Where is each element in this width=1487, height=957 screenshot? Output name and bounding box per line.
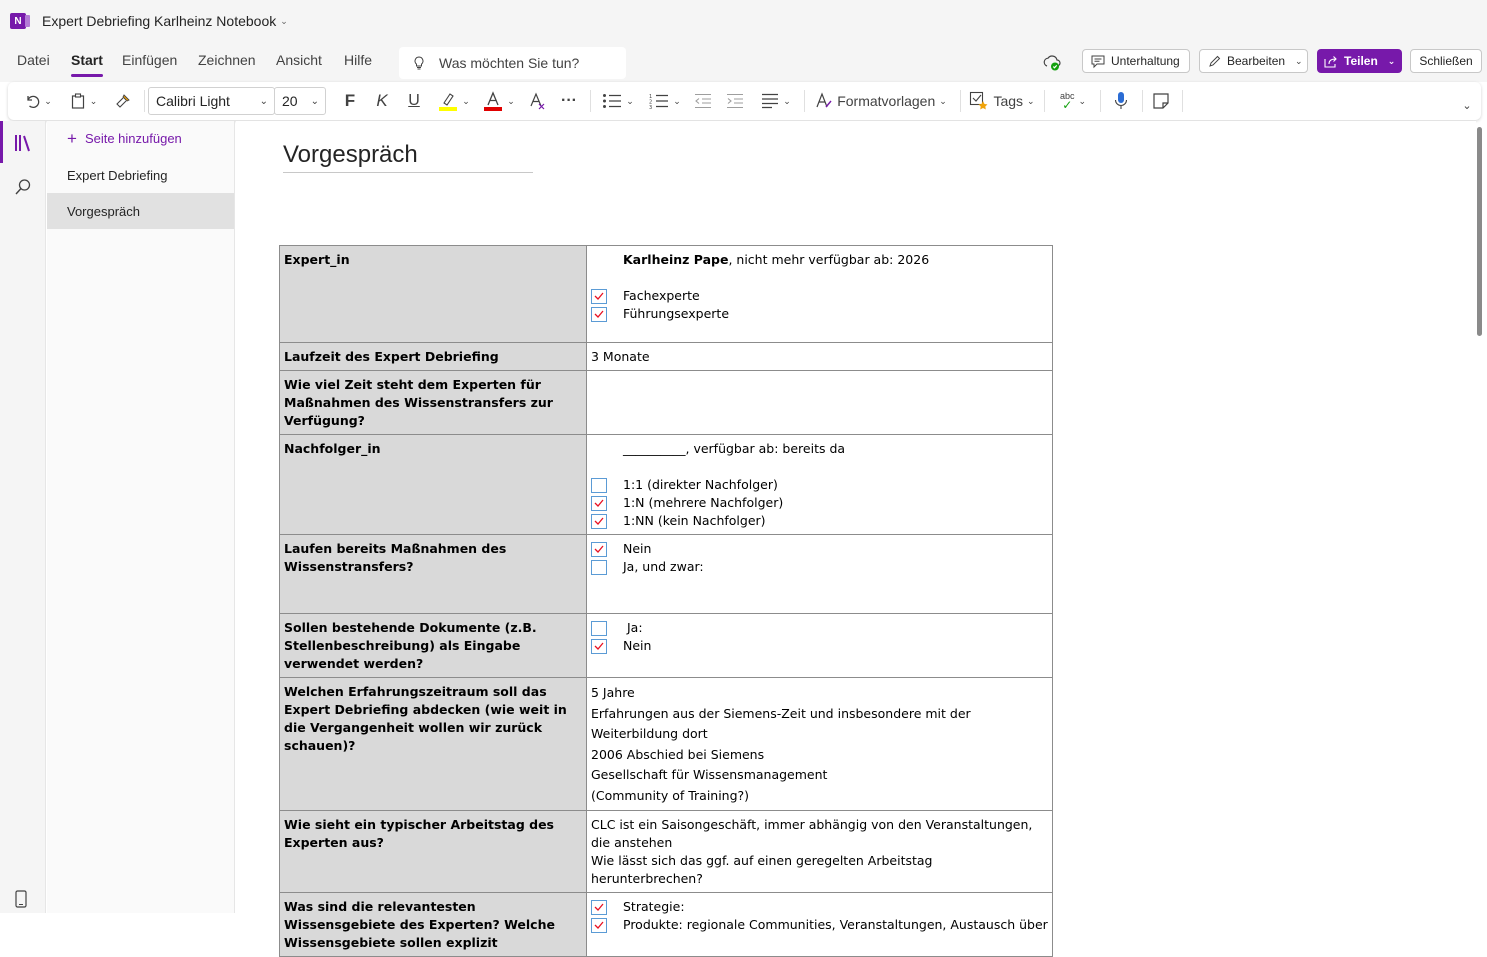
page-title-underline [283, 172, 533, 173]
answer-line: 5 Jahre [591, 685, 635, 700]
vertical-scrollbar[interactable] [1477, 127, 1482, 336]
font-color-icon [483, 91, 503, 111]
highlight-button[interactable] [435, 90, 473, 112]
italic-button[interactable]: K [376, 91, 388, 110]
ribbon-tab-row [0, 42, 1487, 82]
chevron-down-icon: ⌄ [673, 95, 681, 106]
table-row [280, 371, 1053, 435]
table-row [280, 678, 1053, 811]
tab-ansicht[interactable]: Ansicht [276, 52, 322, 68]
search-icon[interactable] [14, 178, 32, 196]
pages-pane [47, 121, 235, 913]
font-color-button[interactable] [480, 90, 518, 112]
question-cell[interactable]: Nachfolger_in [280, 435, 587, 535]
svg-text:2: 2 [649, 99, 653, 106]
separator [1142, 90, 1143, 112]
undo-button[interactable] [20, 90, 56, 112]
spellcheck-icon: abc ✓ [1059, 91, 1075, 112]
underline-button[interactable]: U [408, 92, 420, 109]
align-left-icon [761, 93, 779, 109]
answer-cell[interactable] [587, 893, 1053, 957]
pencil-icon [1208, 55, 1221, 68]
styles-button[interactable] [812, 90, 950, 112]
font-name-value: Calibri Light [156, 93, 230, 109]
add-page-label: Seite hinzufügen [84, 131, 182, 146]
answer-cell[interactable] [587, 614, 1053, 678]
expand-ribbon-button[interactable] [1458, 94, 1476, 116]
checklist-item: Ja, und zwar: [591, 558, 1048, 576]
checklist-item: Strategie: [591, 898, 1048, 916]
plus-icon: + [67, 128, 77, 148]
table-row [280, 435, 1053, 535]
tab-einfuegen[interactable]: Einfügen [122, 52, 178, 68]
answer-cell[interactable] [587, 535, 1053, 614]
checklist-item: Produkte: regionale Communities, Veranstaltungen, Austausch über [591, 916, 1048, 934]
checklist-item: Nein [591, 637, 1048, 655]
clipboard-icon [71, 93, 86, 109]
table-row [280, 343, 1053, 371]
close-button[interactable] [1410, 49, 1482, 73]
answer-cell[interactable] [587, 371, 1053, 435]
lightbulb-icon [413, 56, 425, 70]
tell-me-placeholder: Was möchten Sie tun? [439, 55, 580, 71]
tab-start[interactable]: Start [71, 52, 103, 68]
paste-button[interactable] [66, 90, 102, 112]
onenote-logo-icon: N [10, 13, 26, 29]
answer-line: (Community of Training?) [591, 787, 750, 803]
more-format-button[interactable]: ··· [561, 92, 577, 109]
checklist-item: 1:1 (direkter Nachfolger) [591, 476, 1048, 494]
clear-format-button[interactable] [526, 90, 548, 112]
chevron-down-icon: ⌄ [44, 95, 52, 106]
chevron-down-icon: ⌄ [462, 95, 470, 106]
sticky-note-button[interactable] [1150, 90, 1172, 112]
microphone-icon [1114, 91, 1128, 111]
conversation-label: Unterhaltung [1111, 54, 1180, 68]
tag-checkbox-icon [969, 91, 989, 111]
separator [590, 90, 591, 112]
chevron-down-icon: ⌄ [1295, 55, 1303, 66]
answer-cell[interactable] [587, 678, 1053, 811]
checkbox-checked-icon[interactable] [591, 307, 607, 322]
page-canvas [236, 121, 1476, 950]
checkbox-unchecked-icon[interactable] [591, 478, 607, 493]
checkbox-checked-icon[interactable] [591, 639, 607, 654]
checkbox-checked-icon[interactable] [591, 289, 607, 304]
notebook-title[interactable]: Expert Debriefing Karlheinz Notebook [42, 13, 277, 29]
numbered-list-icon [649, 93, 669, 109]
format-painter-icon [115, 93, 131, 109]
edit-label: Bearbeiten [1227, 54, 1286, 68]
answer-line: Gesellschaft für Wissensmanagement [591, 767, 828, 782]
expert-availability: , nicht mehr verfügbar ab: 2026 [728, 252, 930, 267]
tab-zeichnen[interactable]: Zeichnen [198, 52, 256, 68]
question-cell[interactable]: Welchen Erfahrungszeitraum soll das Expert Debriefing abdecken (wie weit in die Vergangenheit wollen wir zurück schauen)? [280, 678, 587, 811]
expert-name: Karlheinz Pape [623, 252, 729, 267]
numbering-button[interactable] [645, 90, 685, 112]
chevron-down-icon: ⌄ [507, 95, 515, 106]
successor-line: __________, verfügbar ab: bereits da [623, 441, 846, 456]
share-label: Teilen [1344, 54, 1378, 68]
tab-hilfe[interactable]: Hilfe [344, 52, 373, 68]
answer-line: Wie lässt sich das ggf. auf einen geregelten Arbeitstag herunterbrechen? [591, 853, 933, 886]
checklist-item: Führungsexperte [591, 305, 1048, 323]
undo-icon [24, 93, 40, 109]
checklist-item: Nein [591, 540, 1048, 558]
checkbox-unchecked-icon[interactable] [591, 621, 607, 636]
checkbox-checked-icon[interactable] [591, 514, 607, 529]
question-cell[interactable]: Wie sieht ein typischer Arbeitstag des Experten aus? [280, 811, 587, 893]
alignment-button[interactable] [756, 90, 796, 112]
checklist-item: 1:NN (kein Nachfolger) [591, 512, 1048, 530]
chevron-down-icon: ⌄ [939, 95, 947, 106]
chevron-down-icon[interactable]: ⌄ [280, 15, 288, 26]
share-button[interactable] [1317, 49, 1402, 73]
table-row [280, 614, 1053, 678]
active-indicator [0, 121, 3, 163]
chevron-down-icon: ⌄ [626, 95, 634, 106]
table-row [280, 246, 1053, 343]
chevron-down-icon: ⌄ [89, 95, 98, 106]
bold-button[interactable]: F [344, 91, 356, 110]
answer-cell[interactable] [587, 435, 1053, 535]
separator [1044, 90, 1045, 112]
tab-datei[interactable]: Datei [17, 52, 50, 68]
increase-indent-icon [726, 93, 744, 109]
comment-icon [1091, 55, 1105, 68]
chevron-down-icon: ⌄ [259, 95, 268, 107]
sticky-note-icon [1152, 92, 1170, 110]
table-row [280, 893, 1053, 957]
question-cell[interactable]: Expert_in [280, 246, 587, 343]
question-cell[interactable]: Laufzeit des Expert Debriefing [280, 343, 587, 371]
question-cell[interactable]: Wie viel Zeit steht dem Experten für Maßnahmen des Wissenstransfers zur Verfügung? [280, 371, 587, 435]
styles-label: Formatvorlagen [837, 93, 936, 109]
checkbox-checked-icon[interactable] [591, 900, 607, 915]
separator [960, 90, 961, 112]
page-item-expert-debriefing[interactable]: Expert Debriefing [67, 167, 168, 183]
chevron-down-icon: ⌄ [783, 95, 791, 106]
question-cell[interactable]: Sollen bestehende Dokumente (z.B. Stellenbeschreibung) als Eingabe verwendet werden? [280, 614, 587, 678]
bullet-list-icon [602, 93, 622, 109]
mobile-device-icon[interactable] [15, 890, 27, 908]
question-cell[interactable]: Laufen bereits Maßnahmen des Wissenstransfers? [280, 535, 587, 614]
page-title[interactable]: Vorgespräch [283, 141, 418, 168]
increase-indent-button[interactable] [724, 90, 746, 112]
share-icon [1324, 55, 1338, 68]
home-toolbar [8, 82, 1481, 120]
font-name-dropdown[interactable] [148, 87, 275, 115]
checkbox-checked-icon[interactable] [591, 542, 607, 557]
answer-cell[interactable] [587, 811, 1053, 893]
answer-line: 2006 Abschied bei Siemens [591, 746, 765, 762]
dictate-button[interactable] [1110, 90, 1132, 112]
decrease-indent-icon [694, 93, 712, 109]
highlighter-icon [438, 91, 458, 111]
svg-text:3: 3 [649, 105, 653, 111]
font-size-dropdown[interactable] [274, 87, 326, 115]
title-bar [0, 0, 1487, 42]
chevron-down-icon: ⌄ [1387, 55, 1396, 66]
table-row [280, 811, 1053, 893]
format-painter-button[interactable] [112, 90, 134, 112]
styles-icon [815, 92, 833, 110]
separator [804, 90, 805, 112]
question-cell[interactable]: Was sind die relevantesten Wissensgebiete des Experten? Welche Wissensgebiete sollen explizit [280, 893, 587, 957]
debriefing-table [279, 245, 1053, 957]
edit-mode-button[interactable] [1199, 49, 1308, 73]
add-page-button[interactable] [67, 128, 182, 148]
checkbox-checked-icon[interactable] [591, 918, 607, 933]
answer-line: CLC ist ein Saisongeschäft, immer abhängig von den Veranstaltungen, die anstehen [591, 817, 1033, 850]
checkbox-unchecked-icon[interactable] [591, 560, 607, 575]
font-size-value: 20 [282, 93, 298, 109]
separator [1100, 90, 1101, 112]
bullets-button[interactable] [598, 90, 638, 112]
page-item-vorgespraech[interactable]: Vorgespräch [47, 193, 234, 229]
sync-status-icon[interactable] [1043, 54, 1061, 72]
checkbox-checked-icon[interactable] [591, 496, 607, 511]
conversation-button[interactable] [1082, 49, 1190, 73]
close-label: Schließen [1419, 54, 1473, 68]
checklist-item: Fachexperte [591, 287, 1048, 305]
checklist-item: 1:N (mehrere Nachfolger) [591, 494, 1048, 512]
decrease-indent-button[interactable] [692, 90, 714, 112]
tags-button[interactable] [968, 90, 1036, 112]
svg-text:1: 1 [649, 94, 653, 100]
table-row [280, 535, 1053, 614]
chevron-down-icon: ⌄ [1078, 95, 1087, 106]
clear-formatting-icon [528, 92, 546, 110]
tell-me-search[interactable] [399, 47, 626, 79]
expert-name-line [591, 251, 1048, 269]
answer-cell[interactable] [587, 246, 1053, 343]
navigation-rail [0, 121, 46, 913]
spelling-button[interactable] [1054, 90, 1092, 112]
chevron-down-icon: ⌄ [310, 95, 319, 107]
separator [144, 90, 145, 112]
checklist-item: Ja: [591, 619, 1048, 637]
chevron-down-icon: ⌄ [1027, 95, 1035, 106]
answer-line: Erfahrungen aus der Siemens-Zeit und insbesondere mit der Weiterbildung dort [591, 705, 971, 741]
separator [1182, 90, 1183, 112]
chevron-down-icon: ⌄ [1462, 99, 1472, 112]
notebooks-icon[interactable] [14, 134, 34, 152]
answer-cell[interactable]: 3 Monate [587, 343, 1053, 371]
tags-label: Tags [993, 93, 1024, 109]
